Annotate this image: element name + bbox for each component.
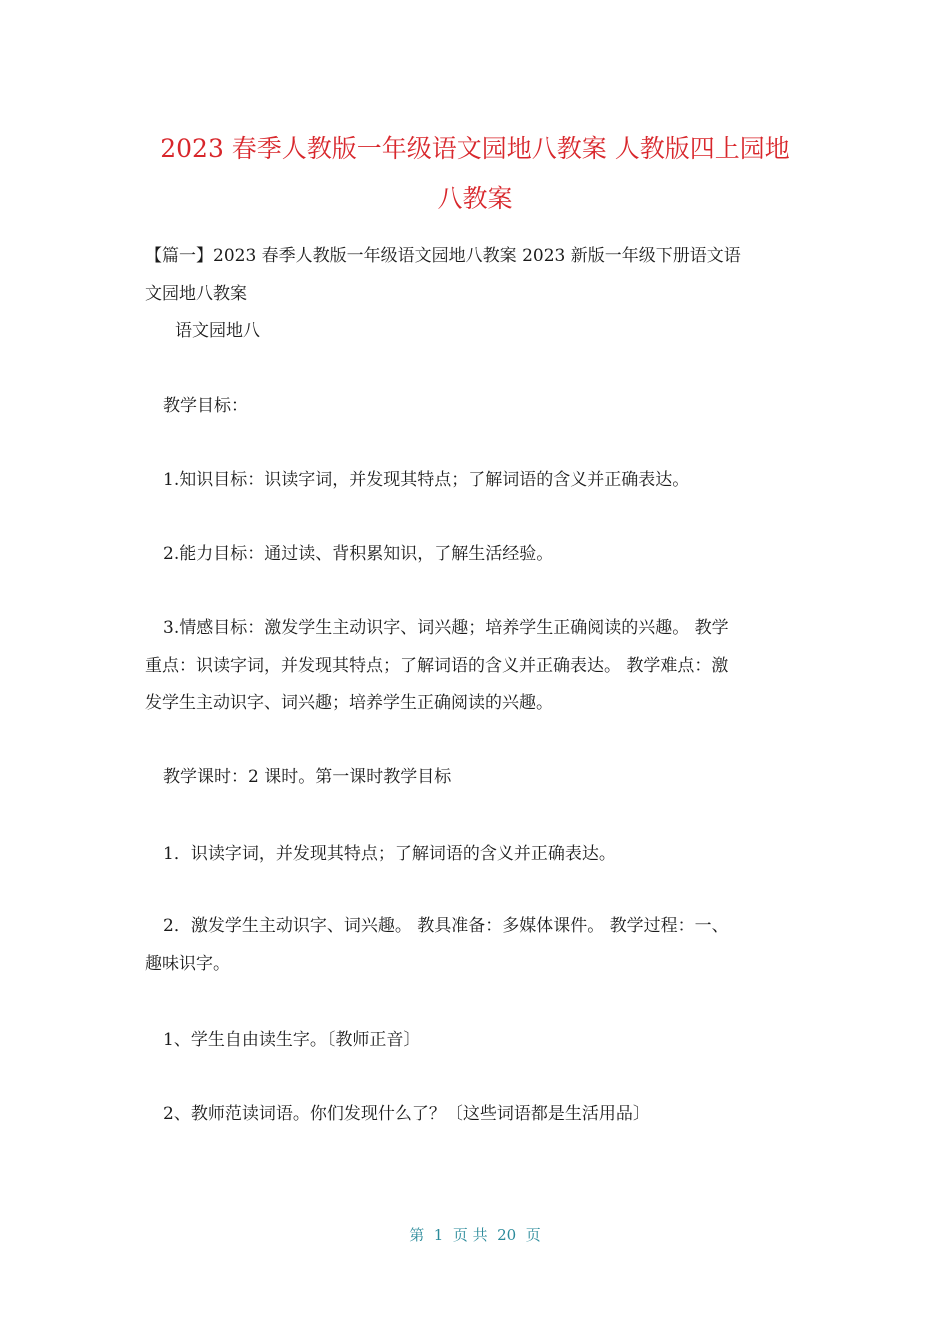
paragraph-line: 1、学生自由读生字。〔教师正音〕: [163, 1030, 421, 1050]
paragraph-line: 1.知识目标：识读字词，并发现其特点；了解词语的含义并正确表达。: [163, 470, 690, 490]
paragraph-line: 2、教师范读词语。你们发现什么了？〔这些词语都是生活用品〕: [163, 1104, 650, 1124]
paragraph-line: 趣味识字。: [145, 954, 230, 974]
section-heading: 语文园地八: [175, 321, 260, 341]
paragraph-line: 发学生主动识字、词兴趣；培养学生正确阅读的兴趣。: [145, 693, 553, 713]
page-number-footer: 第 1 页 共 20 页: [409, 1226, 541, 1244]
paragraph-line: 1．识读字词，并发现其特点；了解词语的含义并正确表达。: [163, 844, 616, 864]
paragraph-line: 3.情感目标：激发学生主动识字、词兴趣；培养学生正确阅读的兴趣。 教学: [163, 618, 729, 638]
paragraph-line: 【篇一】2023 春季人教版一年级语文园地八教案 2023 新版一年级下册语文语: [145, 246, 741, 266]
paragraph-line: 2．激发学生主动识字、词兴趣。 教具准备：多媒体课件。 教学过程：一、: [163, 916, 729, 936]
paragraph-line: 教学课时：2 课时。第一课时教学目标: [163, 767, 452, 787]
paragraph-line: 2.能力目标：通过读、背积累知识，了解生活经验。: [163, 544, 554, 564]
paragraph-line: 教学目标：: [163, 396, 248, 416]
document-title-line-1: 2023 春季人教版一年级语文园地八教案 人教版四上园地: [160, 134, 790, 163]
paragraph-line: 文园地八教案: [145, 284, 247, 304]
document-title-line-2: 八教案: [437, 184, 513, 213]
paragraph-line: 重点：识读字词，并发现其特点；了解词语的含义并正确表达。 教学难点：激: [145, 656, 729, 676]
